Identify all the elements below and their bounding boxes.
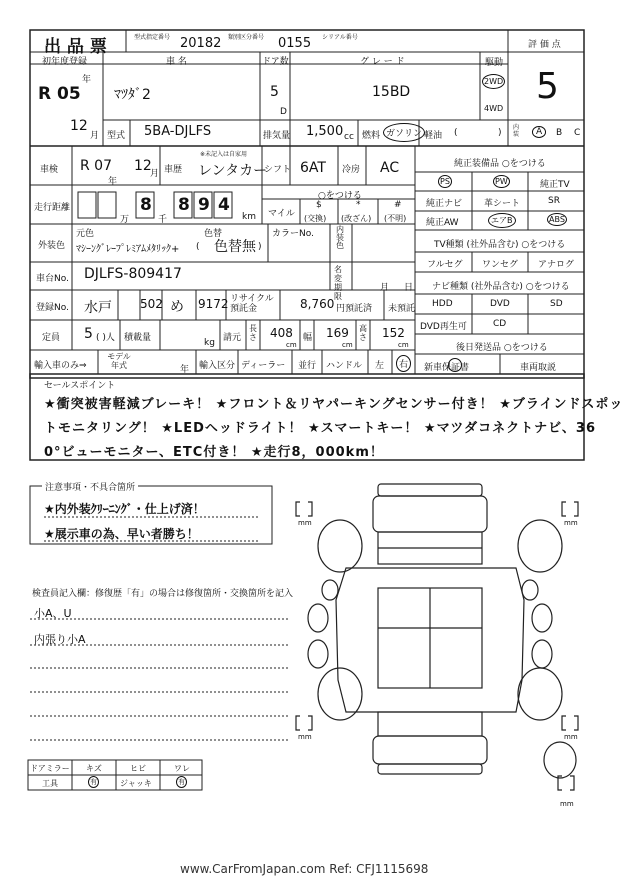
grade-label: グ レ ー ド [360, 57, 405, 67]
handle-right-circled: 右 [396, 355, 411, 372]
width-unit: cm [342, 341, 353, 349]
class-value: 0155 [278, 36, 312, 51]
inspector-label: 検査員記入欄：修復歴「有」の場合は修復箇所・交換箇所を記入 [32, 589, 294, 599]
equip-airbag-circled: エアB [488, 213, 516, 228]
nav-sd: SD [550, 299, 563, 309]
mm-front-left: mm [298, 519, 312, 527]
equip-abs-circled: ABS [549, 215, 565, 224]
mileage-unit-sen: 千 [158, 215, 168, 225]
inspection-label: 車検 [40, 165, 59, 175]
color-paren-right: ) [258, 242, 262, 252]
nav-dvd-play: DVD再生可 [420, 322, 467, 332]
color-orig-label: 元色 [76, 229, 95, 239]
model-year-unit: 年 [180, 365, 190, 375]
color-change-label: 色替 [204, 229, 223, 239]
first-reg-year-unit: 年 [82, 75, 92, 85]
first-reg-era: R 05 [38, 84, 81, 104]
car-diagram [296, 484, 578, 790]
load-label: 積載量 [124, 333, 152, 343]
unknown-label: # [394, 200, 402, 210]
width-value: 169 [326, 326, 349, 340]
class-label: 類別区分番号 [228, 34, 265, 41]
reg-class: 502 [140, 297, 163, 311]
notes-label: 注意事項・不具合箇所 [42, 480, 138, 493]
length-value: 408 [270, 326, 293, 340]
score-value: 5 [536, 66, 559, 107]
interior-colors-label: 内装色 [336, 225, 344, 250]
recycle-value: 8,760 [300, 297, 335, 311]
altered-label: * [356, 200, 361, 210]
nav-hdd: HDD [432, 299, 453, 309]
mile-label: マイル [268, 209, 295, 219]
tools-header-mirror: ドアミラー [30, 764, 70, 773]
recycle-unpaid: 未預託 [388, 304, 416, 314]
diesel-paren-left: ( [454, 128, 458, 138]
ac-value: AC [380, 160, 400, 176]
capacity-label: 定員 [42, 333, 61, 343]
tv-analog: アナログ [538, 260, 575, 270]
inspection-month: 12 [134, 158, 152, 174]
car-name-value: ﾏﾂﾀﾞ2 [114, 87, 151, 103]
shift-label: シフト [264, 165, 292, 175]
name-change-label: 名変期限 [334, 265, 342, 301]
replaced-label: $ [316, 200, 322, 210]
model-value: 5BA-DJLFS [144, 124, 212, 139]
type-approval-label: 型式指定番号 [134, 34, 171, 41]
capacity-unit: ( )人 [96, 333, 115, 343]
color-orig-value: ﾏｼｰﾝｸﾞﾚｰﾌﾟﾚﾐｱﾑﾒﾀﾘｯｸ+ [76, 244, 180, 255]
notes-line-1: ★内外装ｸﾘｰﾆﾝｸﾞ・仕上げ済！ [44, 502, 205, 516]
handle-left: 左 [375, 361, 385, 371]
name-change-day: 日 [404, 283, 414, 293]
tools-header-crack: ヒビ [130, 764, 146, 773]
diesel-paren-right: ) [498, 128, 502, 138]
footer-watermark: www.CarFromJapan.com Ref: CFJ1115698 [180, 862, 429, 876]
equip-leather: 革シート [484, 199, 521, 209]
grade-value: 15BD [372, 84, 411, 100]
capacity-value: 5 [84, 326, 93, 342]
history-label: 車歴 [164, 165, 183, 175]
mileage-digit-4: 4 [218, 195, 230, 215]
first-reg-month-unit: 月 [90, 131, 100, 141]
height-label: 高さ [359, 324, 367, 342]
reg-number: 9172 [198, 297, 229, 311]
mileage-digit-2: 8 [178, 195, 190, 215]
equip-aw: 純正AW [426, 218, 459, 228]
recycle-unit: 円預託済 [336, 304, 373, 314]
color-paren-left: ( [196, 242, 200, 252]
tv-fullseg: フルセグ [427, 260, 463, 270]
load-unit: kg [204, 338, 215, 348]
reg-label: 登録No. [36, 303, 69, 313]
mileage-circle-hint: ○をつける [318, 191, 362, 201]
height-value: 152 [382, 326, 405, 340]
sales-label: セールスポイント [44, 381, 116, 391]
sales-line-1: ★衝突被害軽減ブレーキ！ ★フロント＆リヤパーキングセンサー付き！ ★ブラインドスポッ [44, 397, 624, 412]
model-year-label: モデル年式 [107, 352, 131, 370]
car-name-label: 車 名 [166, 57, 187, 67]
history-value: レンタカー [198, 163, 268, 179]
jack-label: ジャッキ [120, 779, 152, 788]
fuel-label: 燃料 [362, 131, 381, 141]
tools-header-scratch: キズ [86, 764, 102, 773]
equip-sr: SR [548, 196, 560, 206]
inspector-line-2: 内張り小A [34, 633, 86, 646]
handle-label: ハンドル [326, 361, 363, 371]
mileage-unit-man: 万 [120, 215, 130, 225]
tv-title: TV種類 (社外品含む) ○をつける [434, 240, 566, 250]
inspector-line-1: 小A、U [34, 607, 72, 620]
displacement-value: 1,500 [306, 124, 344, 139]
std-equipment-title: 純正装備品 ○をつける [454, 159, 546, 169]
interior-grade-b: B [556, 128, 563, 138]
mm-rear-left: mm [298, 733, 312, 741]
nav-cd: CD [493, 319, 507, 329]
equip-navi: 純正ナビ [426, 199, 463, 209]
length-unit: cm [286, 341, 297, 349]
ac-label: 冷房 [342, 165, 361, 175]
docs-title: 後日発送品 ○をつける [456, 343, 548, 353]
mileage-digit-3: 9 [198, 195, 210, 215]
color-label: 外装色 [38, 241, 66, 251]
fuel-value-circled: ガソリン [383, 123, 425, 142]
form-title: 出 品 票 [44, 37, 107, 57]
equip-tv: 純正TV [540, 180, 570, 190]
docs-warranty-circle [448, 358, 462, 372]
jack-present-circled: 有 [178, 778, 185, 786]
height-unit: cm [398, 341, 409, 349]
docs-manual: 車両取説 [520, 363, 557, 373]
name-change-month: 月 [380, 283, 390, 293]
parallel-label: 並行 [298, 361, 317, 371]
length-label: 長さ [249, 324, 257, 342]
chassis-label: 車台No. [36, 274, 69, 284]
inspection-era: R 07 [80, 158, 112, 174]
drive-label: 駆動 [485, 58, 504, 68]
shift-value: 6AT [300, 160, 326, 176]
tools-present-circled: 有 [90, 778, 97, 786]
import-label: 輸入車のみ⇒ [34, 361, 87, 371]
doors-sub: D [280, 107, 287, 117]
inspection-year-unit: 年 [108, 177, 118, 187]
first-reg-label: 初年度登録 [42, 57, 88, 67]
model-label: 型式 [107, 131, 126, 141]
serial-label: シリアル番号 [322, 34, 358, 41]
diesel-label: 軽油 [424, 131, 443, 141]
mileage-digit-1: 8 [140, 195, 152, 215]
mileage-unit-km: km [242, 212, 256, 222]
interior-label: 内装 [513, 124, 520, 138]
width-label: 幅 [303, 333, 313, 343]
recycle-label: リサイクル預託金 [230, 294, 274, 314]
import-class-label: 輸入区分 [199, 361, 236, 371]
chassis-value: DJLFS-809417 [84, 266, 182, 282]
interior-grade-a-circled: A [532, 126, 546, 138]
drive-2wd-circled: 2WD [482, 74, 505, 89]
colorno-label: カラーNo. [272, 229, 314, 239]
type-approval-value: 20182 [180, 36, 222, 51]
dealer-label: ディーラー [241, 361, 286, 371]
nav-title: ナビ種類 (社外品含む) ○をつける [432, 282, 570, 292]
displacement-label: 排気量 [263, 131, 291, 141]
doors-value: 5 [270, 84, 279, 100]
mileage-label: 走行距離 [34, 203, 71, 213]
doors-label: ドア数 [262, 57, 289, 67]
reg-kana: め [170, 299, 184, 315]
displacement-unit: cc [344, 132, 354, 142]
color-change-value: 色替無 [214, 239, 256, 255]
sales-line-2: トモニタリング！ ★LEDヘッドライト！ ★スマートキー！ ★マツダコネクトナビ、36 [44, 421, 597, 436]
equip-ps-circled: PS [440, 177, 450, 186]
mm-rear-right: mm [564, 733, 578, 741]
request-label: 請元 [223, 333, 242, 343]
tools-label: 工具 [42, 779, 58, 788]
interior-grade-c: C [574, 128, 581, 138]
unknown-sub: (不明) [384, 214, 407, 223]
history-note: ※未記入は自家用 [200, 151, 248, 158]
inspection-month-unit: 月 [150, 169, 160, 179]
first-reg-month: 12 [70, 118, 88, 134]
sales-line-3: 0°ビューモニター、ETC付き！ ★走行8，000km！ [44, 445, 384, 460]
score-label: 評 価 点 [528, 40, 561, 50]
tools-header-break: ワレ [174, 764, 190, 773]
nav-dvd: DVD [490, 299, 510, 309]
equip-pw-circled: PW [495, 177, 508, 186]
mm-spare: mm [560, 800, 574, 808]
drive-4wd: 4WD [484, 104, 504, 113]
docs-warranty: 新車保証書 [424, 363, 470, 373]
replaced-sub: (交換) [304, 214, 327, 223]
tv-oneseg: ワンセグ [482, 260, 519, 270]
reg-area: 水戸 [84, 300, 112, 316]
altered-sub: (改ざん) [341, 214, 372, 223]
notes-line-2: ★展示車の為、早い者勝ち！ [44, 527, 199, 541]
mm-front-right: mm [564, 519, 578, 527]
